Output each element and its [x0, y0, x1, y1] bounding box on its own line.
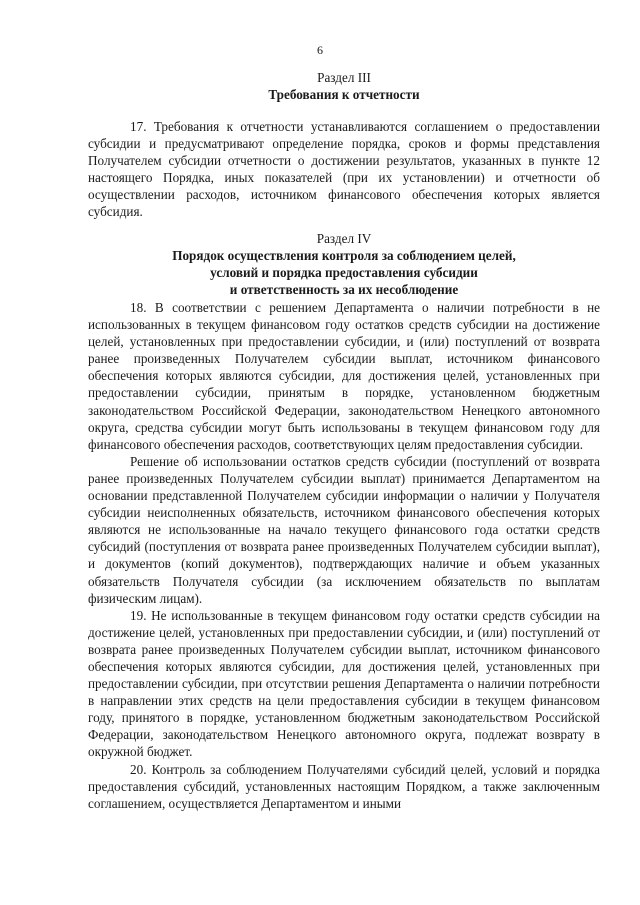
section-3-number: Раздел III [317, 70, 371, 85]
paragraph-17: 17. Требования к отчетности устанавливаются соглашением о предоставлении субсидии и предусматривают определение порядка, сроков и формы представления Получателем субсидии отчетности о достижении результатов, указанных в пункте 12 настоящего Порядка, иных показателей (при их установлении) и отчетности об осуществлении расходов, источником финансового обеспечения которых является субсидия. [88, 119, 600, 220]
page-number: 6 [317, 43, 323, 57]
section-4-title-line-2: условий и порядка предоставления субсидии [210, 265, 478, 280]
paragraph-20: 20. Контроль за соблюдением Получателями субсидий целей, условий и порядка предоставления субсидий, установленных настоящим Порядком, а также заключенным соглашением, осуществляется Департаментом и иными [88, 761, 600, 811]
paragraph-18: 18. В соответствии с решением Департамента о наличии потребности в не использованных в текущем финансовом году остатков средств субсидии на достижение целей, установленных при предоставлении субсидии, и (или) поступлений от возврата ранее произведенных Получателем субсидии выплат, источником финансового обеспечения которых являются субсидии, для достижения целей, установленных при предоставлении субсидии, принятым в порядке, установленном бюджетным законодательством Российской Федерации, законодательством Ненецкого автономного округа, средства субсидии могут быть использованы в текущем финансовом году для финансового обеспечения расходов, соответствующих целям предоставления субсидии. [88, 300, 600, 452]
paragraph-19: 19. Не использованные в текущем финансовом году остатки средств субсидии на достижение целей, установленных при предоставлении субсидии, и (или) поступлений от возврата ранее произведенных Получателем субсидии выплат, источником финансового обеспечения которых являются субсидии, для достижения целей, установленных при предоставлении субсидии, при отсутствии решения Департамента о наличии потребности в направлении этих средств на цели предоставления субсидии в текущем финансовом году, принятого в порядке, установленном бюджетным законодательством Российской Федерации, законодательством Ненецкого автономного округа, подлежат возврату в окружной бюджет. [88, 607, 600, 760]
section-4-title-line-3: и ответственность за их несоблюдение [229, 282, 459, 297]
section-3-heading [88, 69, 600, 103]
section-3-title: Требования к отчетности [268, 87, 420, 102]
section-4-heading [88, 230, 600, 298]
paragraph-18-continued: Решение об использовании остатков средств субсидии (поступлений от возврата ранее произведенных Получателем субсидии выплат) принимается Департаментом на основании представленной Получателем субсидии информации о наличии у Получателя субсидии неисполненных обязательств, источником финансового обеспечения которых являются не использованные на начало текущего финансового года остатки средств субсидий (поступления от возврата ранее произведенных Получателем субсидии выплат), и документов (копий документов), подтверждающих наличие и объем указанных обязательств Получателя субсидии (за исключением обязательств по выплатам физическим лицам). [88, 453, 600, 606]
section-4-body [88, 299, 600, 812]
section-4-number: Раздел IV [316, 231, 372, 246]
section-4-title-line-1: Порядок осуществления контроля за соблюдением целей, [172, 248, 516, 263]
section-3-body [88, 118, 600, 221]
